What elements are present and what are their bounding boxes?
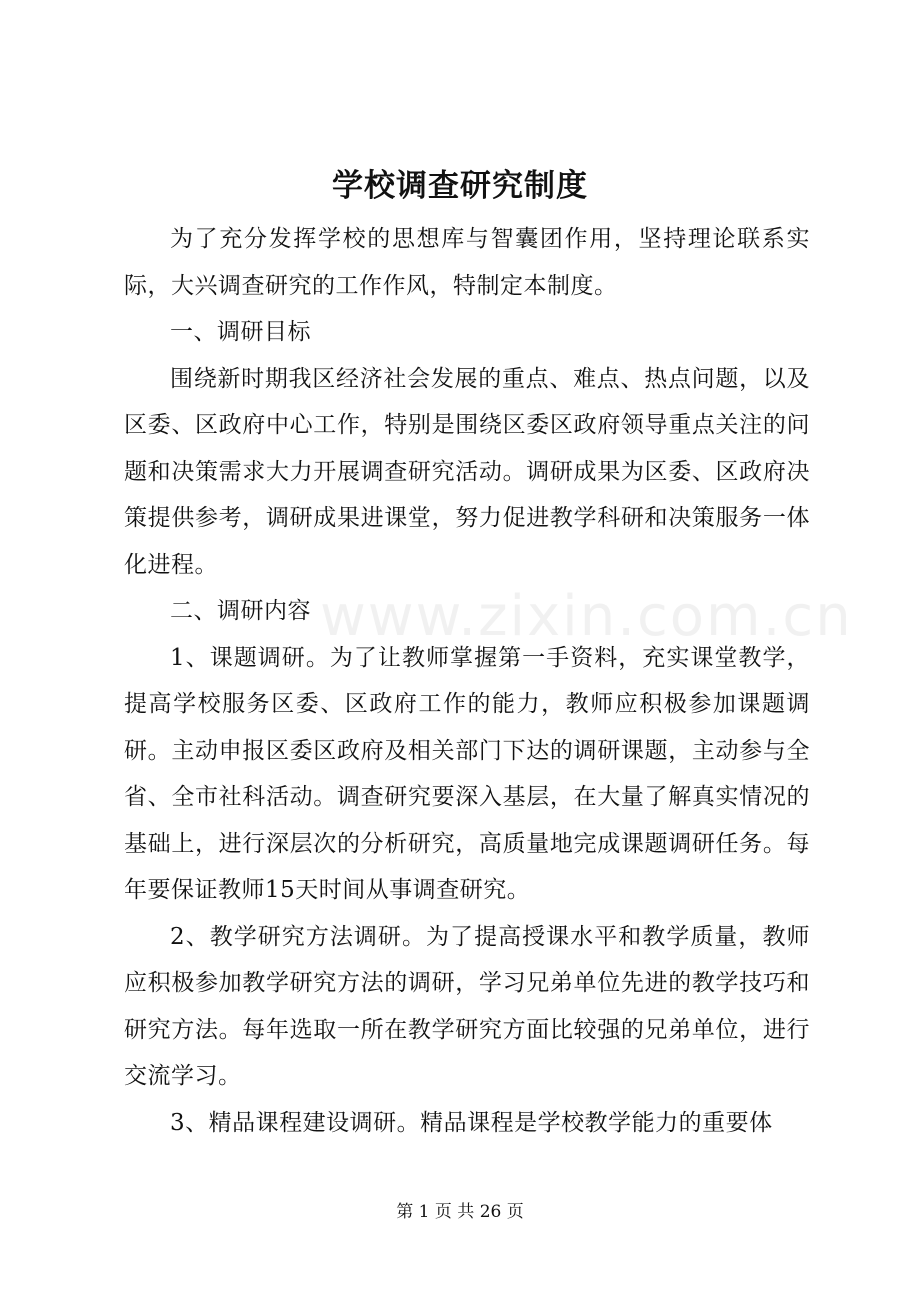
heading-research-goal: 一、调研目标 bbox=[170, 319, 311, 345]
document-body bbox=[124, 216, 810, 1146]
heading-research-content: 二、调研内容 bbox=[170, 598, 311, 624]
paragraph-item-3: 3、精品课程建设调研。精品课程是学校教学能力的重要体 bbox=[170, 1109, 773, 1136]
paragraph-item-2: 2、教学研究方法调研。为了提高授课水平和教学质量，教师应积极参加教学研究方法的调研，学习兄弟单位先进的教学技巧和研究方法。每年选取一所在教学研究方面比较强的兄弟单位，进行交流学习。 bbox=[124, 923, 810, 1089]
paragraph-research-goal: 围绕新时期我区经济社会发展的重点、难点、热点问题，以及区委、区政府中心工作，特别是围绕区委区政府领导重点关注的问题和决策需求大力开展调查研究活动。调研成果为区委、区政府决策提供参考，调研成果进课堂，努力促进教学科研和决策服务一体化进程。 bbox=[124, 365, 810, 578]
paragraph-item-1: 1、课题调研。为了让教师掌握第一手资料，充实课堂教学，提高学校服务区委、区政府工作的能力，教师应积极参加课题调研。主动申报区委区政府及相关部门下达的调研课题，主动参与全省、全市社科活动。调查研究要深入基层，在大量了解真实情况的基础上，进行深层次的分析研究，高质量地完成课题调研任务。每年要保证教师15天时间从事调查研究。 bbox=[124, 644, 810, 903]
document-title: 学校调查研究制度 bbox=[332, 168, 588, 204]
watermark: www.zixin.com.cn bbox=[320, 584, 853, 649]
page-footer: 第 1 页 共 26 页 bbox=[396, 1202, 524, 1222]
paragraph-intro: 为了充分发挥学校的思想库与智囊团作用，坚持理论联系实际，大兴调查研究的工作作风，特制定本制度。 bbox=[124, 226, 810, 299]
